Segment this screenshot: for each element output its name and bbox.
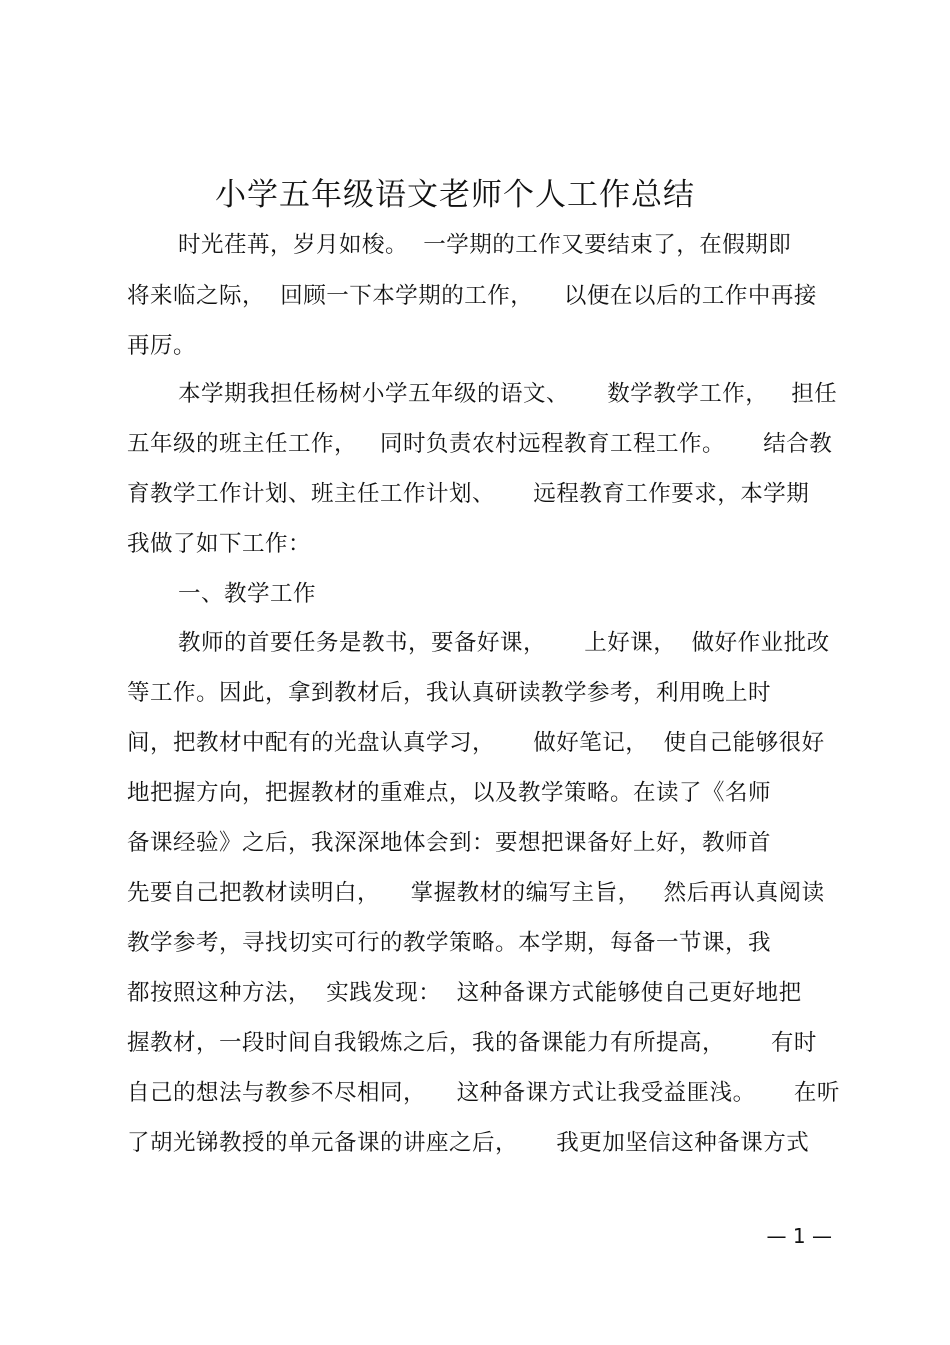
page-number: — 1 —: [766, 1224, 832, 1248]
body-text-line: 将来临之际， 回顾一下本学期的工作， 以便在以后的工作中再接: [127, 283, 817, 309]
body-text-line: 本学期我担任杨树小学五年级的语文、 数学教学工作， 担任: [178, 381, 838, 407]
body-text-line: 备课经验》之后，我深深地体会到：要想把课备好上好，教师首: [127, 830, 772, 856]
body-text-line: 都按照这种方法， 实践发现： 这种备课方式能够使自己更好地把: [127, 980, 802, 1006]
body-text-line: 时光荏苒，岁月如梭。 一学期的工作又要结束了，在假期即: [178, 232, 792, 258]
body-text-line: 了胡光锑教授的单元备课的讲座之后， 我更加坚信这种备课方式: [127, 1130, 810, 1156]
document-title: 小学五年级语文老师个人工作总结: [215, 177, 695, 213]
section-heading: 一、教学工作: [178, 581, 317, 607]
body-text-line: 教师的首要任务是教书，要备好课， 上好课， 做好作业批改: [178, 630, 830, 656]
body-text-line: 再厉。: [127, 333, 197, 359]
body-text-line: 等工作。因此，拿到教材后，我认真研读教学参考，利用晚上时: [127, 680, 772, 706]
body-text-line: 育教学工作计划、班主任工作计划、 远程教育工作要求，本学期: [127, 481, 810, 507]
body-text-line: 我做了如下工作：: [127, 531, 312, 557]
body-text-line: 教学参考，寻找切实可行的教学策略。本学期，每备一节课，我: [127, 930, 772, 956]
body-text-line: 地把握方向，把握教材的重难点，以及教学策略。在读了《名师: [127, 780, 772, 806]
body-text-line: 间，把教材中配有的光盘认真学习， 做好笔记， 使自己能够很好: [127, 730, 825, 756]
body-text-line: 握教材，一段时间自我锻炼之后，我的备课能力有所提高， 有时: [127, 1030, 817, 1056]
body-text-line: 五年级的班主任工作， 同时负责农村远程教育工程工作。 结合教: [127, 431, 833, 457]
body-text-line: 自己的想法与教参不尽相同， 这种备课方式让我受益匪浅。 在听: [127, 1080, 840, 1106]
body-text-line: 先要自己把教材读明白， 掌握教材的编写主旨， 然后再认真阅读: [127, 880, 825, 906]
